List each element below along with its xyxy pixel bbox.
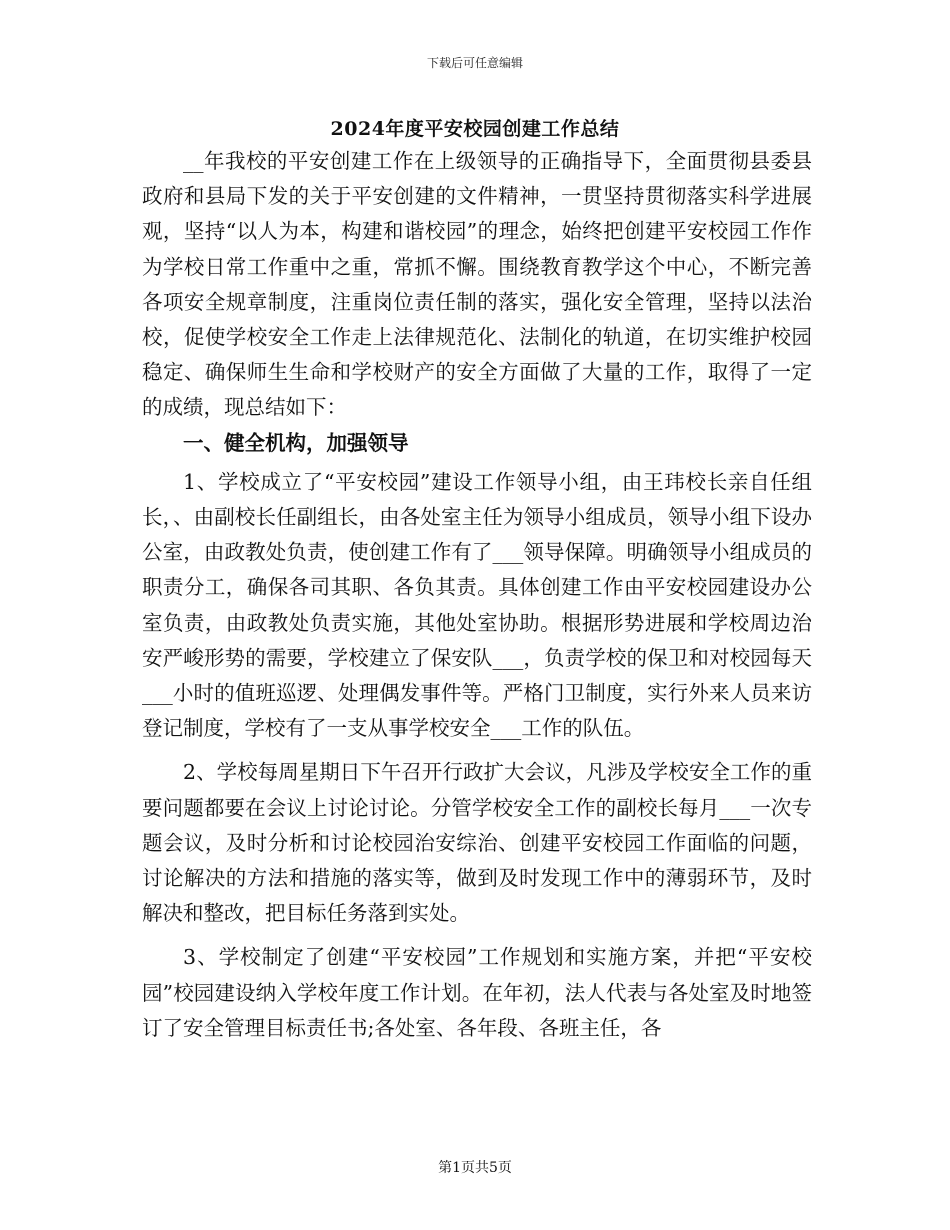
page-number: 第1页共5页	[438, 1160, 512, 1176]
document-body	[142, 144, 812, 1046]
paragraph-1: 1、学校成立了“平安校园”建设工作领导小组，由王玮校长亲自任组长，、由副校长任副组长，由各处室主任为领导小组成员，领导小组下设办公室，由政教处负责，使创建工作有了___领导保障。明确领导小组成员的职责分工，确保各司其职、各负其责。具体创建工作由平安校园建设办公室负责，由政教处负责实施，其他处室协助。根据形势进展和学校周边治安严峻形势的需要，学校建立了保安队___，负责学校的保卫和对校园每天___小时的值班巡逻、处理偶发事件等。严格门卫制度，实行外来人员来访登记制度，学校有了一支从事学校安全___工作的队伍。	[142, 469, 812, 741]
document-title: 2024年度平安校园创建工作总结	[330, 118, 620, 140]
intro-paragraph: __年我校的平安创建工作在上级领导的正确指导下，全面贯彻县委县政府和县局下发的关于平安创建的文件精神，一贯坚持贯彻落实科学进展观，坚持“以人为本，构建和谐校园”的理念，始终把创建平安校园工作作为学校日常工作重中之重，常抓不懈。围绕教育教学这个中心，不断完善各项安全规章制度，注重岗位责任制的落实，强化安全管理，坚持以法治校，促使学校安全工作走上法律规范化、法制化的轨道，在切实维护校园稳定、确保师生生命和学校财产的安全方面做了大量的工作，取得了一定的成绩，现总结如下：	[142, 149, 812, 420]
paragraph-2: 2、学校每周星期日下午召开行政扩大会议，凡涉及学校安全工作的重要问题都要在会议上讨论讨论。分管学校安全工作的副校长每月___一次专题会议，及时分析和讨论校园治安综治、创建平安校园工作面临的问题，讨论解决的方法和措施的落实等，做到及时发现工作中的薄弱环节，及时解决和整改，把目标任务落到实处。	[142, 760, 812, 926]
section-heading: 一、健全机构，加强领导	[183, 430, 409, 455]
paragraph-3: 3、学校制定了创建“平安校园”工作规划和实施方案，并把“平安校园”校园建设纳入学校年度工作计划。在年初，法人代表与各处室及时地签订了安全管理目标责任书;各处室、各年段、各班主任，各	[142, 945, 812, 1040]
download-note: 下载后可任意编辑	[426, 56, 523, 70]
